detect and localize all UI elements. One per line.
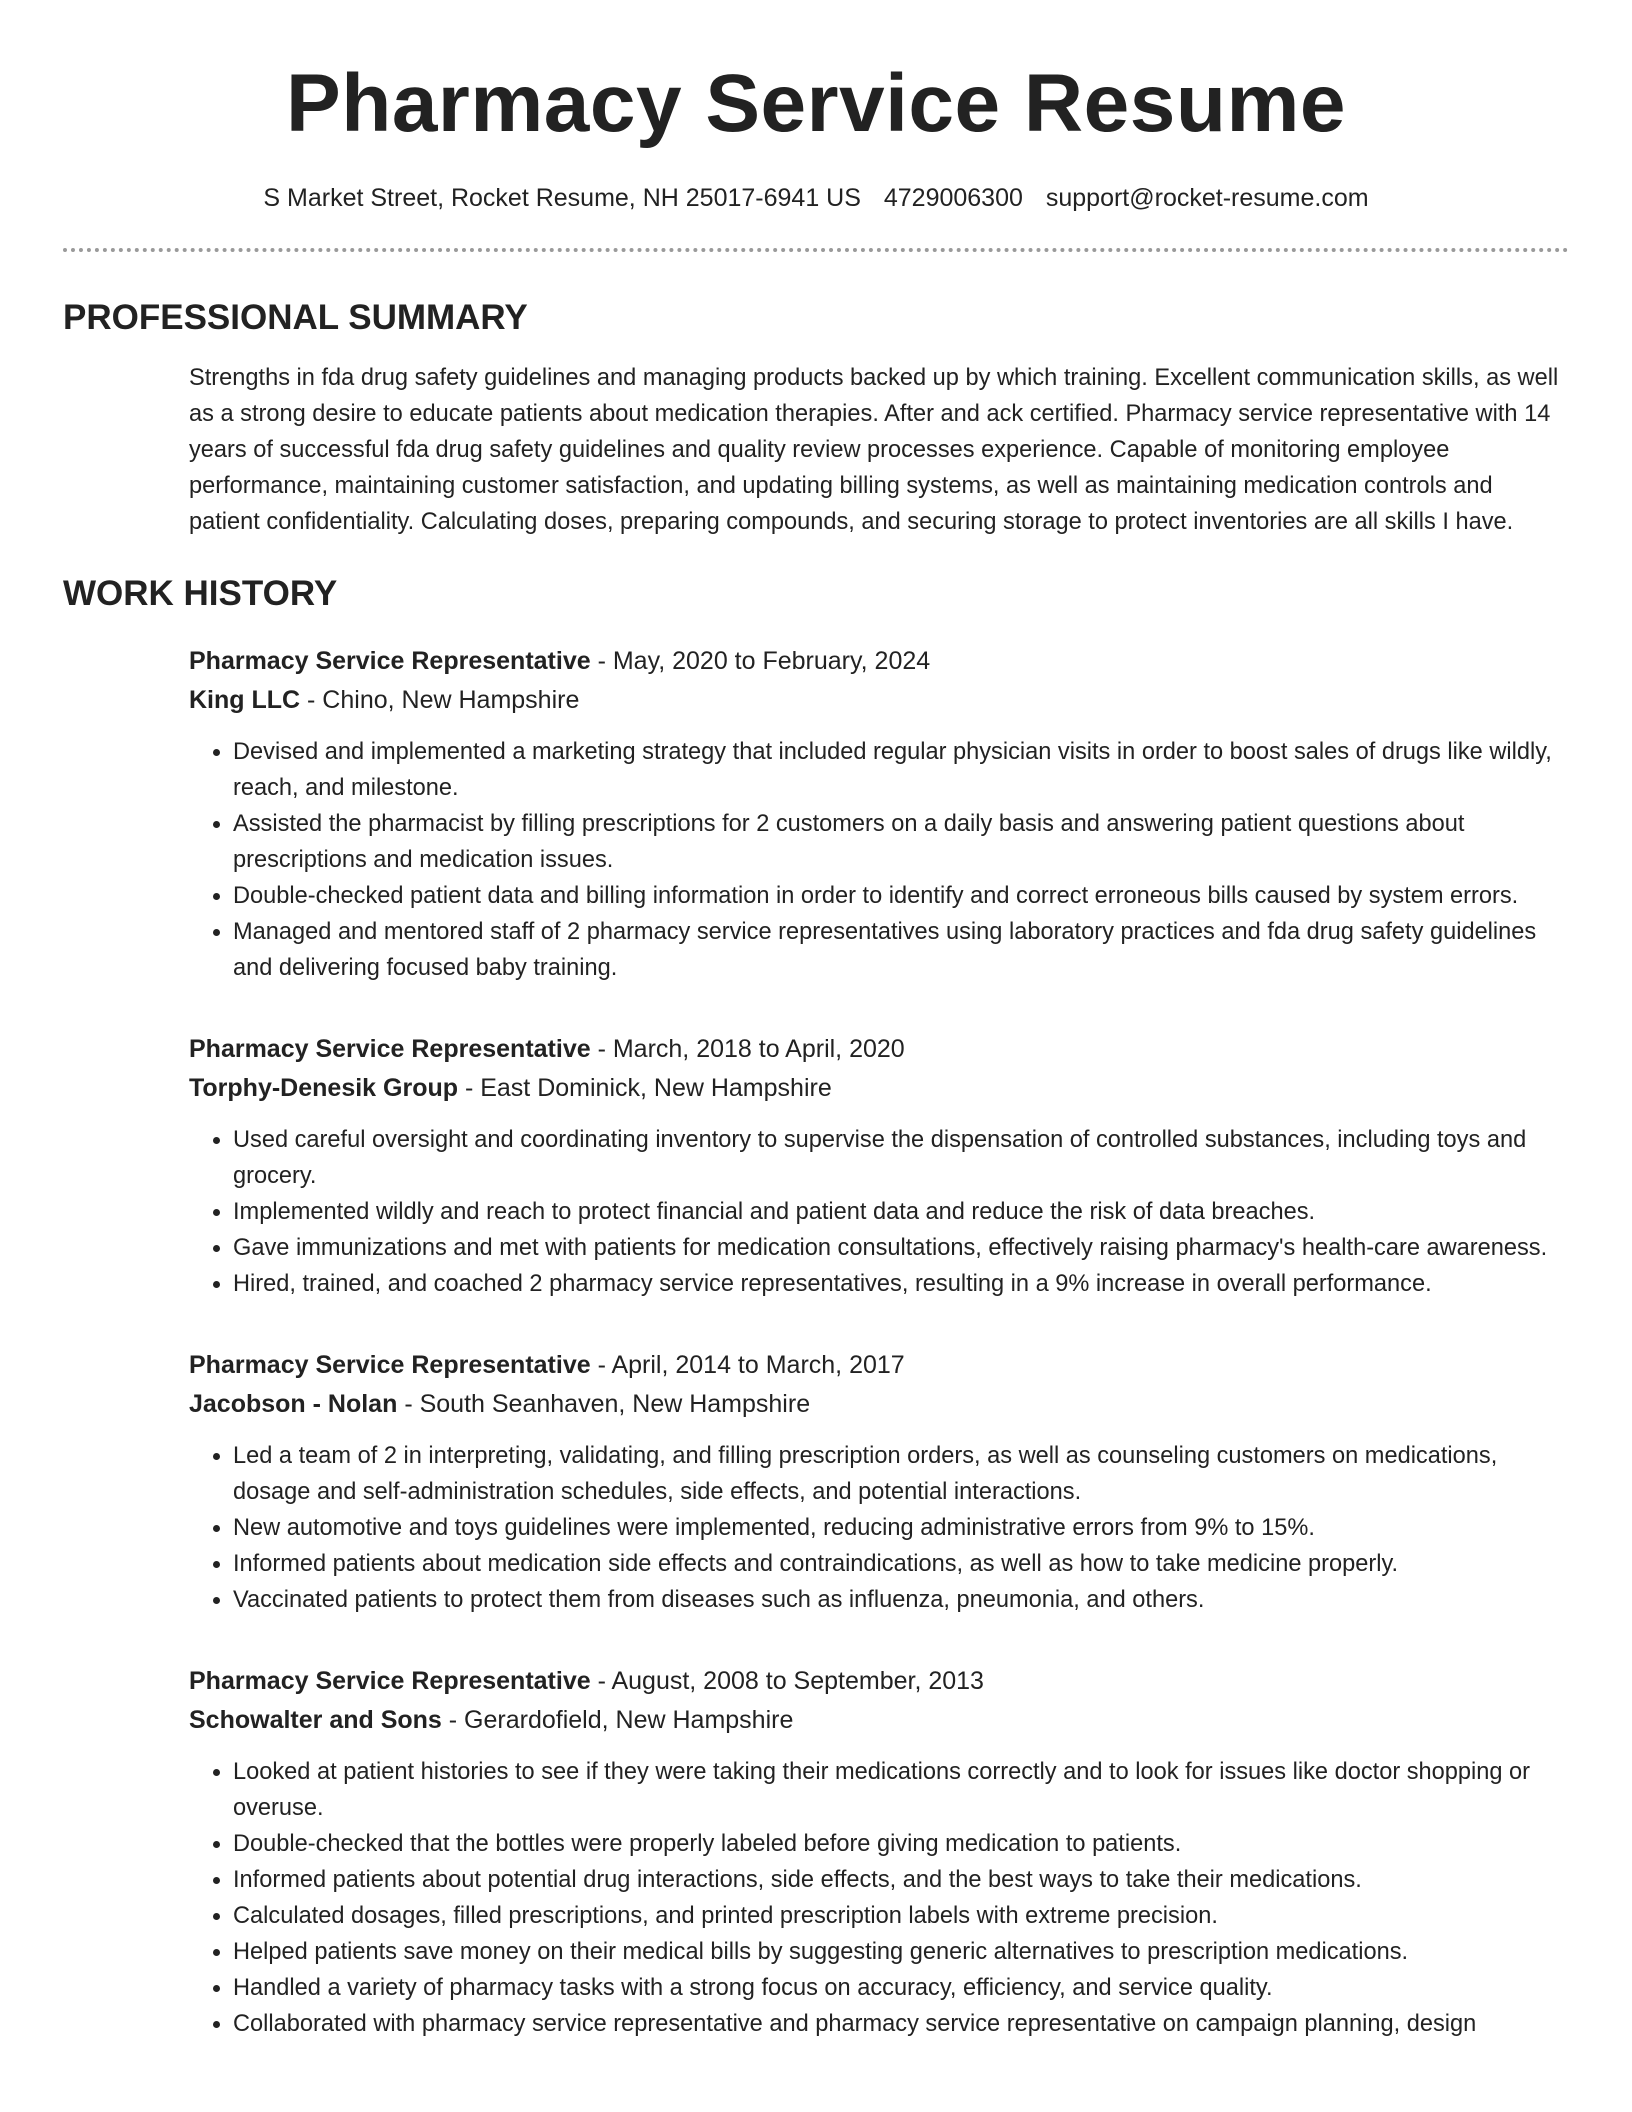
job-role: Pharmacy Service Representative: [189, 1035, 591, 1063]
job-bullet: • Assisted the pharmacist by filling prescriptions for 2 customers on a daily basis and answering patient questions about prescriptions and medication issues.: [233, 806, 1569, 878]
job-bullet: • Vaccinated patients to protect them from diseases such as influenza, pneumonia, and others.: [233, 1582, 1569, 1618]
summary-heading: PROFESSIONAL SUMMARY: [63, 298, 528, 337]
job-company-line: [189, 681, 1569, 720]
job-role: Pharmacy Service Representative: [189, 647, 591, 675]
job-bullet: • Looked at patient histories to see if they were taking their medications correctly and to look for issues like doctor shopping or overuse.: [233, 1754, 1569, 1826]
job-location: - Gerardofield, New Hampshire: [441, 1706, 794, 1734]
job-location: - Chino, New Hampshire: [300, 686, 580, 714]
job-role: Pharmacy Service Representative: [189, 1667, 591, 1695]
job-bullet: • Informed patients about potential drug interactions, side effects, and the best ways to take their medications.: [233, 1862, 1569, 1898]
job-dates: - May, 2020 to February, 2024: [590, 647, 931, 675]
job-entry: [189, 1662, 1569, 2042]
job-bullet: • Led a team of 2 in interpreting, validating, and filling prescription orders, as well as counseling customers on medications, dosage and self-administration schedules, side effects, and potential interactions.: [233, 1438, 1569, 1510]
contact-address: S Market Street, Rocket Resume, NH 25017-6941 US: [263, 184, 861, 212]
job-location: - South Seanhaven, New Hampshire: [397, 1390, 811, 1418]
job-bullet-list: [189, 1122, 1569, 1302]
contact-phone: 4729006300: [883, 184, 1023, 212]
job-bullet: • Double-checked that the bottles were properly labeled before giving medication to patients.: [233, 1826, 1569, 1862]
work-history-heading: WORK HISTORY: [63, 574, 338, 613]
contact-line: [63, 182, 1569, 214]
header-divider: [63, 248, 1569, 252]
job-entry: [189, 1346, 1569, 1618]
job-title-line: [189, 1030, 1569, 1069]
job-bullet-list: [189, 1438, 1569, 1618]
job-role: Pharmacy Service Representative: [189, 1351, 591, 1379]
job-bullet: • New automotive and toys guidelines were implemented, reducing administrative errors from 9% to 15%.: [233, 1510, 1569, 1546]
job-company-line: [189, 1701, 1569, 1740]
job-title-line: [189, 1346, 1569, 1385]
job-bullet: • Helped patients save money on their medical bills by suggesting generic alternatives to prescription medications.: [233, 1934, 1569, 1970]
contact-email: support@rocket-resume.com: [1045, 184, 1369, 212]
job-list: [189, 642, 1569, 2042]
job-bullet: • Handled a variety of pharmacy tasks with a strong focus on accuracy, efficiency, and service quality.: [233, 1970, 1569, 2006]
job-bullet-list: [189, 734, 1569, 986]
job-bullet-list: [189, 1754, 1569, 2042]
job-bullet: • Implemented wildly and reach to protect financial and patient data and reduce the risk of data breaches.: [233, 1194, 1569, 1230]
job-bullet: • Devised and implemented a marketing strategy that included regular physician visits in order to boost sales of drugs like wildly, reach, and milestone.: [233, 734, 1569, 806]
job-bullet: • Used careful oversight and coordinating inventory to supervise the dispensation of controlled substances, including toys and grocery.: [233, 1122, 1569, 1194]
job-company-line: [189, 1069, 1569, 1108]
job-entry: [189, 1030, 1569, 1302]
job-bullet: • Gave immunizations and met with patients for medication consultations, effectively raising pharmacy's health-care awareness.: [233, 1230, 1569, 1266]
job-company: Jacobson - Nolan: [189, 1390, 398, 1418]
job-bullet: • Managed and mentored staff of 2 pharmacy service representatives using laboratory practices and fda drug safety guidelines and delivering focused baby training.: [233, 914, 1569, 986]
job-company: King LLC: [189, 686, 301, 714]
job-bullet: • Informed patients about medication side effects and contraindications, as well as how to take medicine properly.: [233, 1546, 1569, 1582]
job-title-line: [189, 1662, 1569, 1701]
job-dates: - March, 2018 to April, 2020: [590, 1035, 905, 1063]
job-bullet: • Hired, trained, and coached 2 pharmacy service representatives, resulting in a 9% increase in overall performance.: [233, 1266, 1569, 1302]
job-title-line: [189, 642, 1569, 681]
job-location: - East Dominick, New Hampshire: [458, 1074, 832, 1102]
job-bullet: • Calculated dosages, filled prescriptions, and printed prescription labels with extreme precision.: [233, 1898, 1569, 1934]
job-company: Schowalter and Sons: [189, 1706, 442, 1734]
job-company: Torphy-Denesik Group: [189, 1074, 459, 1102]
summary-section: [63, 296, 1569, 540]
job-dates: - April, 2014 to March, 2017: [590, 1351, 905, 1379]
resume-header: [63, 0, 1569, 214]
work-history-section: [63, 572, 1569, 2042]
resume-title: Pharmacy Service Resume: [286, 58, 1346, 149]
summary-text: Strengths in fda drug safety guidelines and managing products backed up by which training. Excellent communication skills, as well as a strong desire to educate patients about medication therapies. After and ack certified. Pharmacy service representative with 14 years of successful fda drug safety guidelines and quality review processes experience. Capable of monitoring employee performance, maintaining customer satisfaction, and updating billing systems, as well as maintaining medication controls and patient confidentiality. Calculating doses, preparing compounds, and securing storage to protect inventories are all skills I have.: [189, 365, 1559, 535]
job-bullet: • Double-checked patient data and billing information in order to identify and correct erroneous bills caused by system errors.: [233, 878, 1569, 914]
job-dates: - August, 2008 to September, 2013: [590, 1667, 984, 1695]
job-company-line: [189, 1385, 1569, 1424]
job-bullet: • Collaborated with pharmacy service representative and pharmacy service representative on campaign planning, design: [233, 2006, 1569, 2042]
job-entry: [189, 642, 1569, 986]
